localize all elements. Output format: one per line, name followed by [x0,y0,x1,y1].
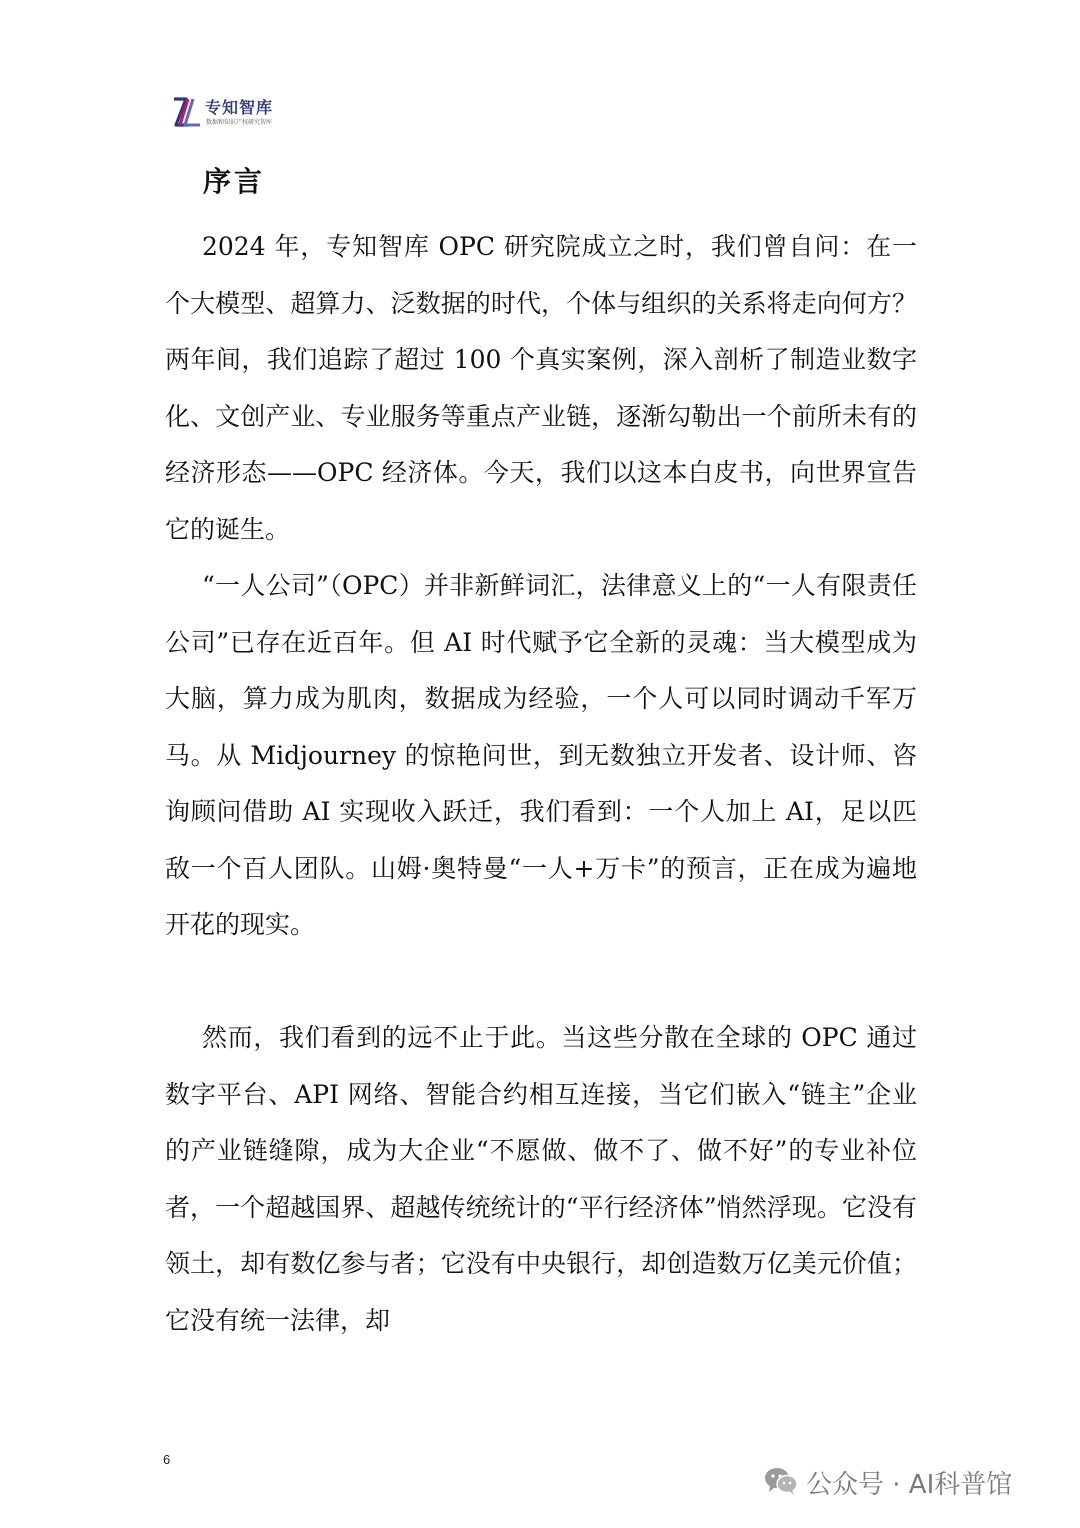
watermark [764,1462,1064,1506]
wechat-icon [764,1466,798,1496]
paragraph-1: 2024 年，专知智库 OPC 研究院成立之时，我们曾自问：在一个大模型、超算力、泛数据的时代，个体与组织的关系将走向何方？两年间，我们追踪了超过 100 个真实案例，深入剖析了制造业数字化、文创产业、专业服务等重点产业链，逐渐勾勒出一个前所未有的经济形态——OPC 经济体。今天，我们以这本白皮书，向世界宣告它的诞生。 [165,232,917,544]
section-heading: 序言 [203,165,266,198]
watermark-text: 公众号 · AI科普馆 [806,1470,1013,1500]
brand-logo [172,95,312,129]
page-number: 6 [163,1452,171,1467]
paragraph-2: “一人公司”（OPC）并非新鲜词汇，法律意义上的“一人有限责任公司”已存在近百年。但 AI 时代赋予它全新的灵魂：当大模型成为大脑，算力成为肌肉，数据成为经验，一个人可以同时调动千军万马。从 Midjourney 的惊艳问世，到无数独立开发者、设计师、咨询顾问借助 AI 实现收入跃迁，我们看到：一个人加上 AI，足以匹敌一个百人团队。山姆·奥特曼“一人+万卡”的预言，正在成为遍地开花的现实。 [165,571,917,939]
logo-title: 专知智库 [205,98,274,117]
zl-logo-mark-icon [172,95,202,129]
logo-subtitle: 数据和知识产权研究智库 [206,119,273,126]
paragraph-3: 然而，我们看到的远不止于此。当这些分散在全球的 OPC 通过数字平台、API 网络、智能合约相互连接，当它们嵌入“链主”企业的产业链缝隙，成为大企业“不愿做、做不了、做不好”的专业补位者，一个超越国界、超越传统统计的“平行经济体”悄然浮现。它没有领土，却有数亿参与者；它没有中央银行，却创造数万亿美元价值；它没有统一法律，却 [165,1023,917,1335]
